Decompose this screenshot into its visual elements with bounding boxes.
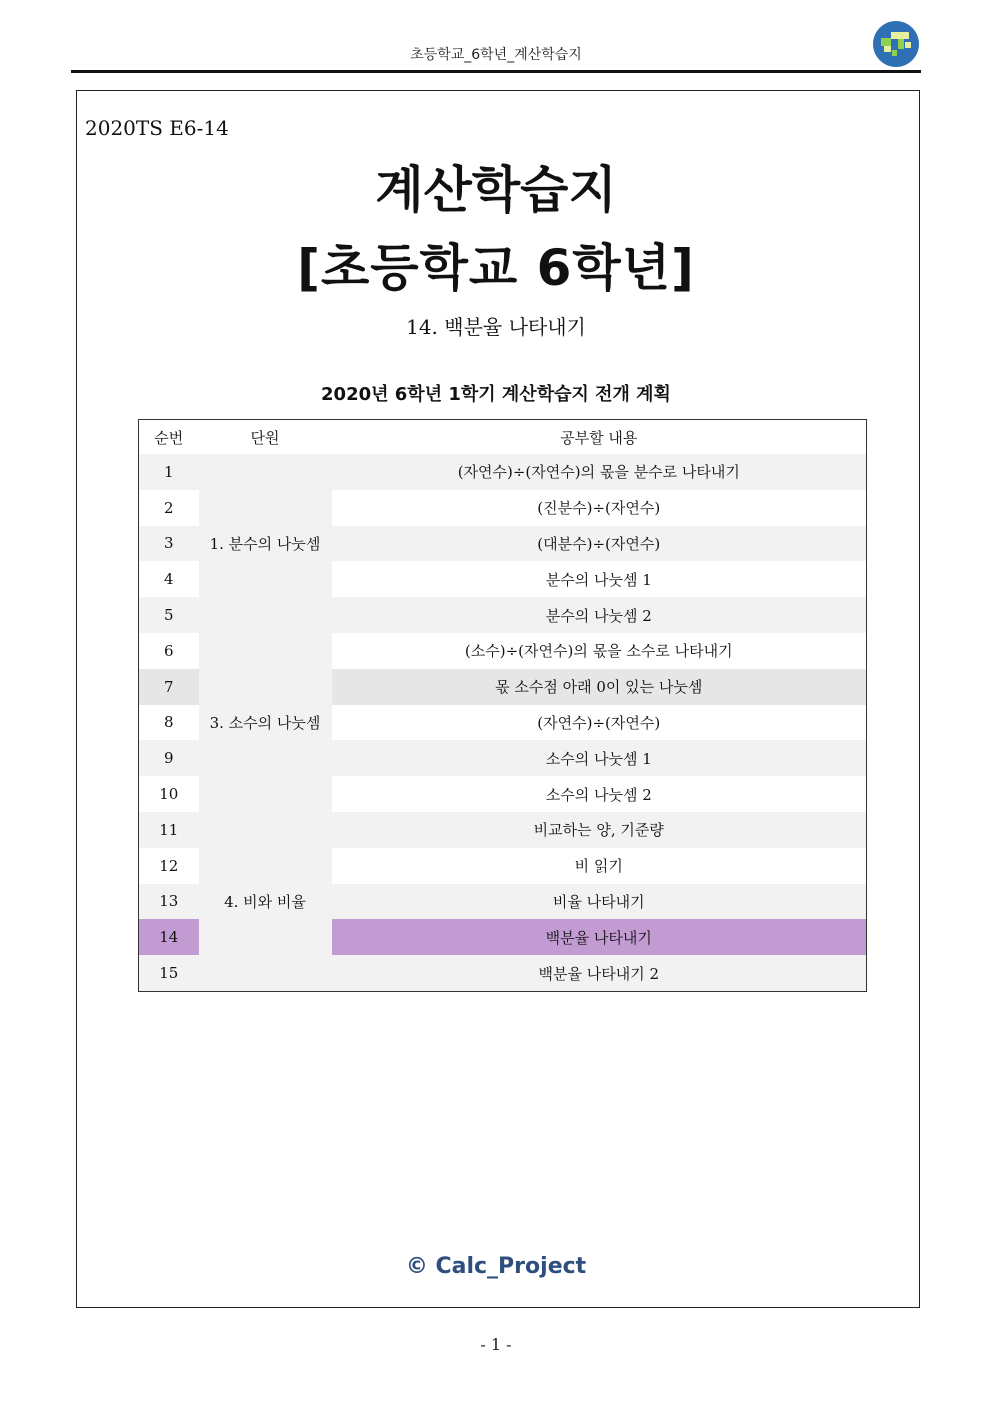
row-content: 백분율 나타내기 2 — [332, 955, 867, 991]
row-number: 10 — [139, 776, 199, 812]
row-number: 5 — [139, 597, 199, 633]
row-content: 소수의 나눗셈 2 — [332, 776, 867, 812]
header-unit: 단원 — [199, 420, 332, 455]
header-number: 순번 — [139, 420, 199, 455]
row-content: 분수의 나눗셈 1 — [332, 561, 867, 597]
main-title: 계산학습지 — [375, 161, 617, 219]
row-number: 2 — [139, 490, 199, 526]
row-content: 백분율 나타내기 — [332, 919, 867, 955]
row-number: 8 — [139, 705, 199, 741]
row-content: (대분수)÷(자연수) — [332, 526, 867, 562]
table-row — [139, 633, 867, 669]
unit-cell: 1. 분수의 나눗셈 — [199, 454, 332, 633]
row-number: 9 — [139, 740, 199, 776]
row-number: 12 — [139, 848, 199, 884]
row-number: 1 — [139, 454, 199, 490]
row-number: 6 — [139, 633, 199, 669]
row-content: 비율 나타내기 — [332, 884, 867, 920]
row-content: 비교하는 양, 기준량 — [332, 812, 867, 848]
row-number: 3 — [139, 526, 199, 562]
lesson-subtitle: 14. 백분율 나타내기 — [406, 315, 586, 339]
row-content: (소수)÷(자연수)의 몫을 소수로 나타내기 — [332, 633, 867, 669]
row-content: 소수의 나눗셈 1 — [332, 740, 867, 776]
header-rule — [71, 70, 921, 73]
row-content: 분수의 나눗셈 2 — [332, 597, 867, 633]
row-content: 몫 소수점 아래 0이 있는 나눗셈 — [332, 669, 867, 705]
row-number: 15 — [139, 955, 199, 991]
row-content: (자연수)÷(자연수) — [332, 705, 867, 741]
doc-code: 2020TS E6-14 — [85, 116, 229, 140]
unit-cell: 4. 비와 비율 — [199, 812, 332, 991]
plan-title: 2020년 6학년 1학기 계산학습지 전개 계획 — [321, 384, 671, 405]
page-number: - 1 - — [480, 1335, 512, 1354]
row-content: (자연수)÷(자연수)의 몫을 분수로 나타내기 — [332, 454, 867, 490]
row-content: (진분수)÷(자연수) — [332, 490, 867, 526]
row-number: 7 — [139, 669, 199, 705]
calc-project-logo-icon — [872, 20, 920, 68]
row-number: 11 — [139, 812, 199, 848]
table-header-row — [139, 420, 867, 455]
header-title: 초등학교_6학년_계산학습지 — [410, 47, 582, 63]
table-row — [139, 454, 867, 490]
row-content: 비 읽기 — [332, 848, 867, 884]
table-row — [139, 812, 867, 848]
header-content: 공부할 내용 — [332, 420, 867, 455]
plan-table — [138, 419, 867, 992]
copyright: © Calc_Project — [405, 1254, 587, 1279]
grade-title: [초등학교 6학년] — [297, 239, 695, 297]
row-number: 14 — [139, 919, 199, 955]
unit-cell: 3. 소수의 나눗셈 — [199, 633, 332, 812]
row-number: 13 — [139, 884, 199, 920]
row-number: 4 — [139, 561, 199, 597]
